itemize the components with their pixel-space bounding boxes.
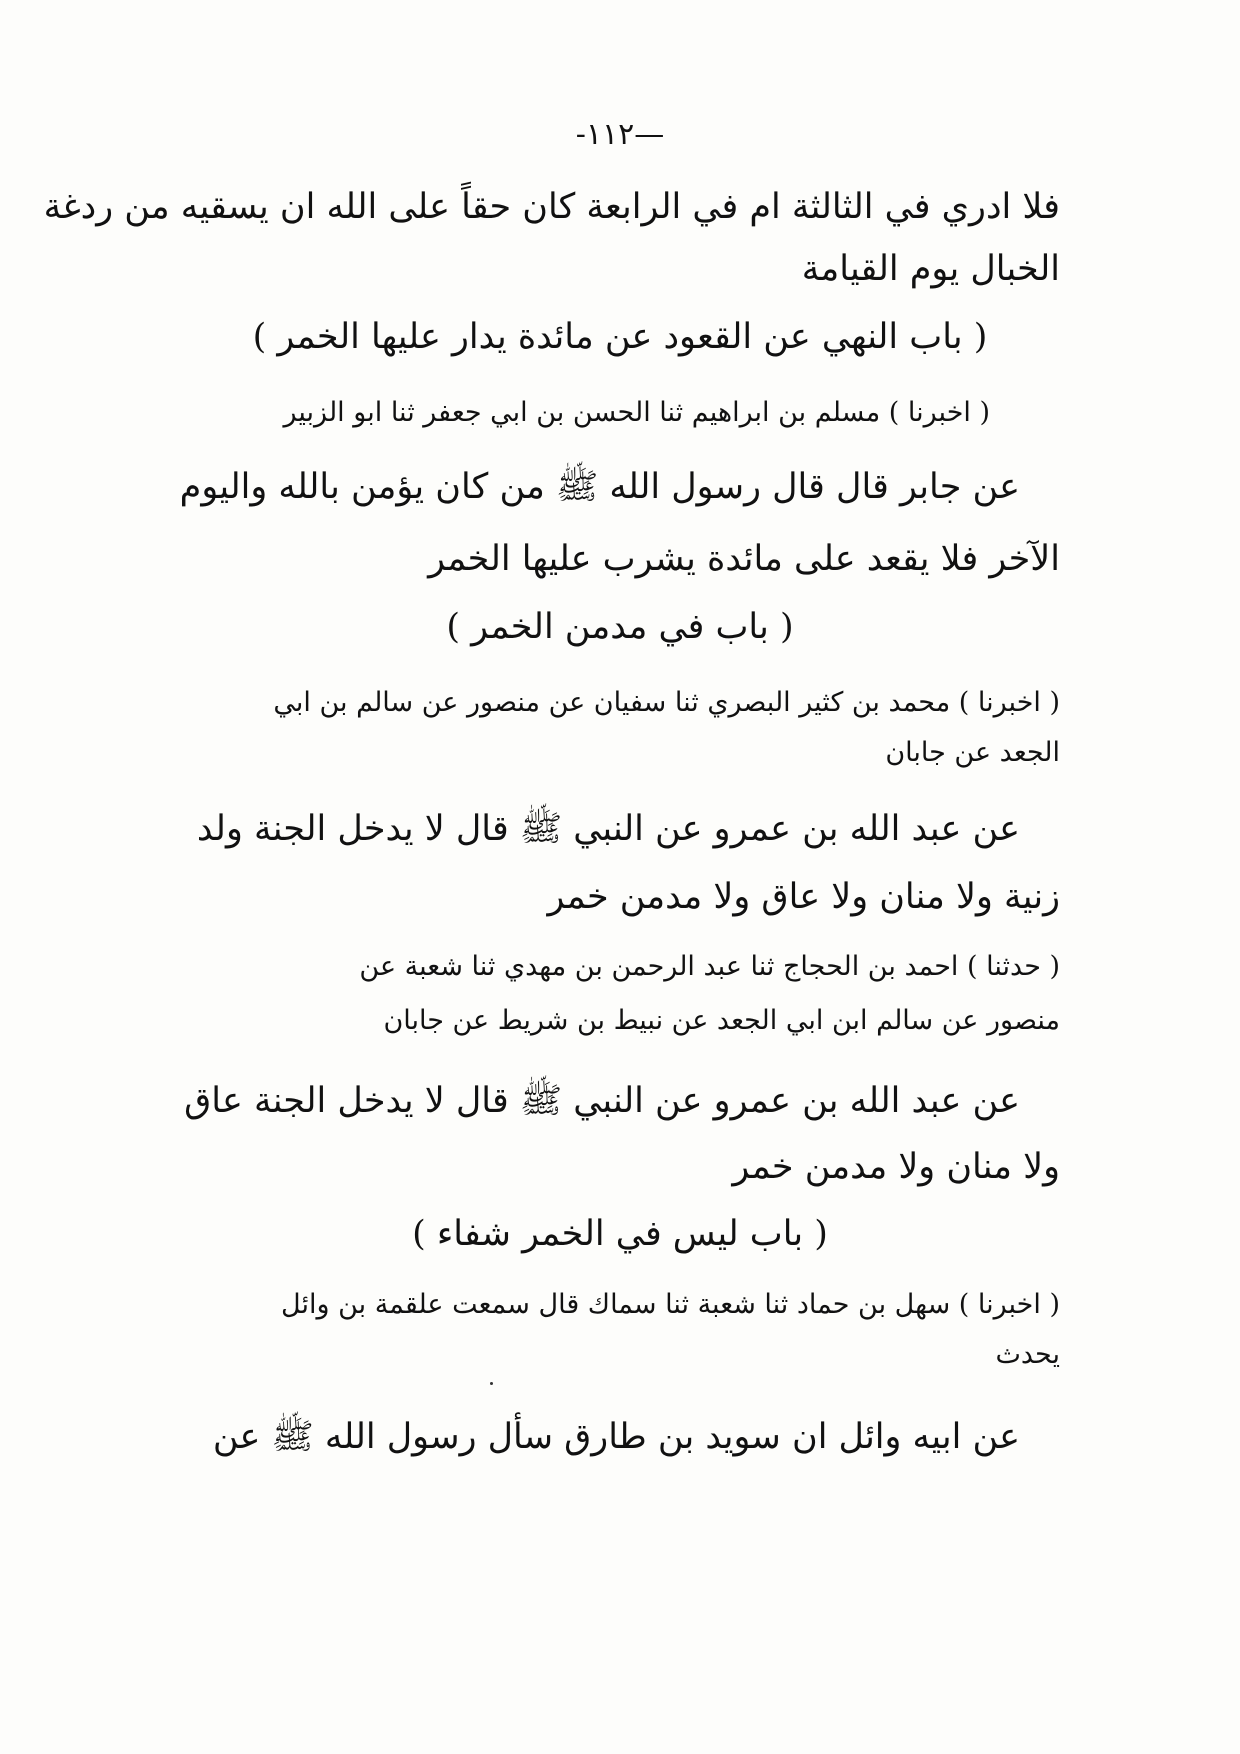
isnad-line-3: الجعد عن جابان	[885, 737, 1060, 768]
text-line-19: عن ابيه وائل ان سويد بن طارق سأل رسول الله ﷺ عن	[212, 1417, 1020, 1457]
isnad-line-1: ( اخبرنا ) مسلم بن ابراهيم ثنا الحسن بن ابي جعفر ثنا ابو الزبير	[283, 397, 990, 428]
text-line-6: الآخر فلا يقعد على مائدة يشرب عليها الخمر	[428, 539, 1060, 579]
isnad-line-7: يحدث	[995, 1339, 1060, 1370]
section-heading-2: ( باب في مدمن الخمر )	[446, 607, 794, 647]
text-line-10: عن عبد الله بن عمرو عن النبي ﷺ قال لا يدخل الجنة ولد	[196, 809, 1020, 849]
section-heading-1: ( باب النهي عن القعود عن مائدة يدار عليها الخمر )	[252, 317, 988, 357]
text-line-15: ولا منان ولا مدمن خمر	[732, 1147, 1060, 1187]
page-number: -١١٢—	[575, 117, 665, 152]
isnad-line-4: ( حدثنا ) احمد بن الحجاج ثنا عبد الرحمن بن مهدي ثنا شعبة عن	[359, 951, 1060, 982]
isnad-line-2: ( اخبرنا ) محمد بن كثير البصري ثنا سفيان عن منصور عن سالم بن ابي	[273, 687, 1060, 718]
isnad-line-5: منصور عن سالم ابن ابي الجعد عن نبيط بن شريط عن جابان	[383, 1005, 1060, 1036]
text-line-2: الخبال يوم القيامة	[801, 249, 1060, 289]
text-line-14: عن عبد الله بن عمرو عن النبي ﷺ قال لا يدخل الجنة عاق	[184, 1081, 1020, 1121]
text-line-11: زنية ولا منان ولا عاق ولا مدمن خمر	[547, 877, 1060, 917]
text-line-1: فلا ادري في الثالثة ام في الرابعة كان حقاً على الله ان يسقيه من ردغة	[43, 187, 1060, 227]
text-line-5: عن جابر قال قال رسول الله ﷺ من كان يؤمن بالله واليوم	[179, 467, 1020, 507]
scan-speck	[490, 1382, 493, 1385]
isnad-line-6: ( اخبرنا ) سهل بن حماد ثنا شعبة ثنا سماك قال سمعت علقمة بن وائل	[281, 1289, 1060, 1320]
section-heading-3: ( باب ليس في الخمر شفاء )	[412, 1214, 828, 1254]
